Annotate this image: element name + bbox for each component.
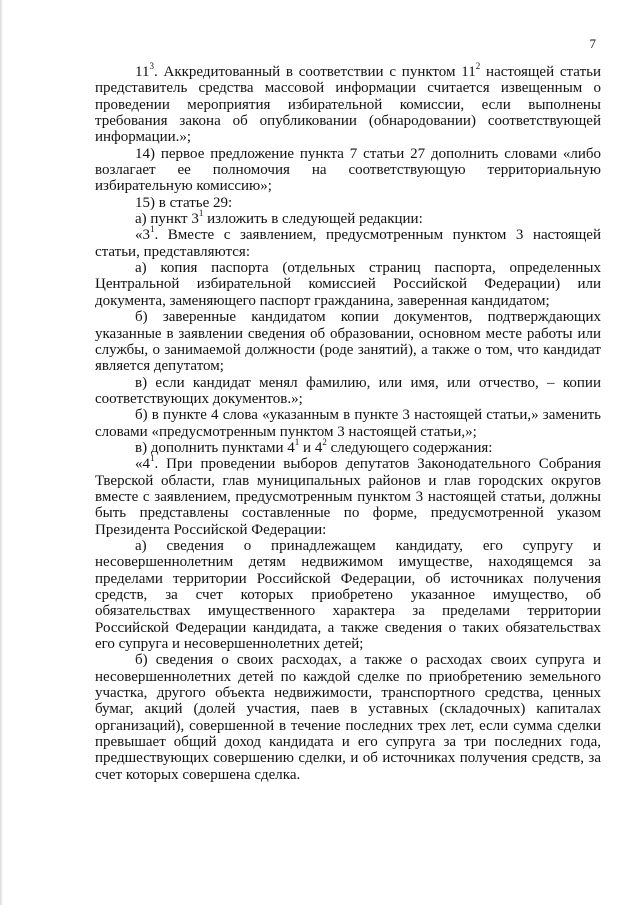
paragraph-p-14 [95, 146, 601, 195]
paragraph-p-15a [95, 208, 601, 228]
superscript: 2 [475, 61, 481, 71]
paragraph-p-4-1-b [95, 652, 601, 783]
text-run: 11 [135, 64, 150, 80]
superscript: 1 [150, 453, 155, 464]
scan-edge [0, 0, 3, 905]
paragraph-p-15 [95, 195, 601, 211]
superscript: 1 [150, 224, 155, 235]
text-run: настоящей статьи представитель средства массовой информации считается извещенным о проведении мероприятия избирательной комиссии, если выполнены требования закона об опубликовании (обнародовании) соответствующей информации.»; [95, 64, 601, 146]
text-run: 14) первое предложение пункта 7 статьи 27 дополнить словами «либо возлагает ее полномочия на соответствующую территориальную избирательную комиссию»; [95, 145, 601, 195]
text-run: в) дополнить пунктами 4 [135, 439, 295, 456]
text-run: «3 [135, 227, 150, 244]
text-run: в) если кандидат менял фамилию, или имя, или отчество, – копии соответствующих документов.»; [95, 374, 601, 407]
text-run: а) сведения о принадлежащем кандидату, его супругу и несовершеннолетним детям недвижимом имуществе, находящемся за пределами территории Российской Федерации, об источниках получения средств, за счет которых приобретено указанное имущество, об обязательствах имущественного характера за пределами территории Российской Федерации кандидата, а также сведения о таких обязательствах его супруга и несовершеннолетних детей; [95, 537, 601, 653]
superscript: 2 [322, 436, 327, 447]
text-run: изложить в следующей редакции: [203, 211, 423, 228]
superscript: 1 [294, 436, 300, 447]
text-run: б) сведения о своих расходах, а также о расходах своих супруга и несовершеннолетних детей по каждой сделке по приобретению земельного участка, другого объекта недвижимости, транспортного средства, ценных бумаг, акций (долей участия, паев в уставных (складочных) капиталах организаций), совершенной в течение последних трех лет, если сумма сделки превышает общий доход кандидата и его супруга за три последних года, предшествующих совершению сделки, и об источниках получения средств, за счет которых совершена сделка. [95, 652, 601, 783]
text-run: 15) в статье 29: [135, 194, 233, 211]
paragraph-p-4-1-a [95, 538, 601, 652]
text-run: . При проведении выборов депутатов Законодательного Собрания Тверской области, глав муниципальных районов и глав городских округов вместе с заявлением, предусмотренным пунктом 3 настоящей статьи, должны быть представлены составленные по форме, предусмотренной указом Президента Российской Федерации: [95, 456, 601, 538]
text-run: следующего содержания: [326, 439, 493, 456]
paragraph-p-3-1-v [95, 375, 601, 408]
text-run: «4 [135, 456, 150, 473]
superscript: 1 [198, 208, 204, 219]
superscript: 3 [149, 61, 154, 71]
text-run: . Вместе с заявлением, предусмотренным пунктом 3 настоящей статьи, представляются: [95, 227, 601, 260]
text-run: б) заверенные кандидатом копии документов, подтверждающих указанные в заявлении сведения об образовании, основном месте работы или службы, о занимаемой должности (роде занятий), а также о том, что кандидат является депутатом; [95, 309, 601, 375]
paragraph-p-3-1-b [95, 309, 601, 374]
paragraph-p-15v [95, 436, 601, 456]
text-run: . Аккредитованный в соответствии с пунктом 11 [153, 64, 476, 80]
text-run: б) в пункте 4 слова «указанным в пункте 3 настоящей статьи,» заменить словами «предусмотренным пунктом 3 настоящей статьи,»; [95, 407, 601, 440]
paragraph-p-11-3 [95, 61, 601, 146]
document-body [95, 61, 601, 783]
text-run: а) копия паспорта (отдельных страниц паспорта, определенных Центральной избирательной комиссией Российской Федерации) или документа, заменяющего паспорт гражданина, заверенная кандидатом; [95, 260, 601, 309]
text-run: и 4 [299, 439, 323, 456]
text-run: а) пункт 3 [135, 211, 199, 228]
paragraph-p-3-1-a [95, 260, 601, 309]
paragraph-p-3-1 [95, 224, 601, 260]
paragraph-p-4-1 [95, 453, 601, 538]
paragraph-p-15b [95, 407, 601, 440]
page-number: 7 [589, 36, 596, 51]
